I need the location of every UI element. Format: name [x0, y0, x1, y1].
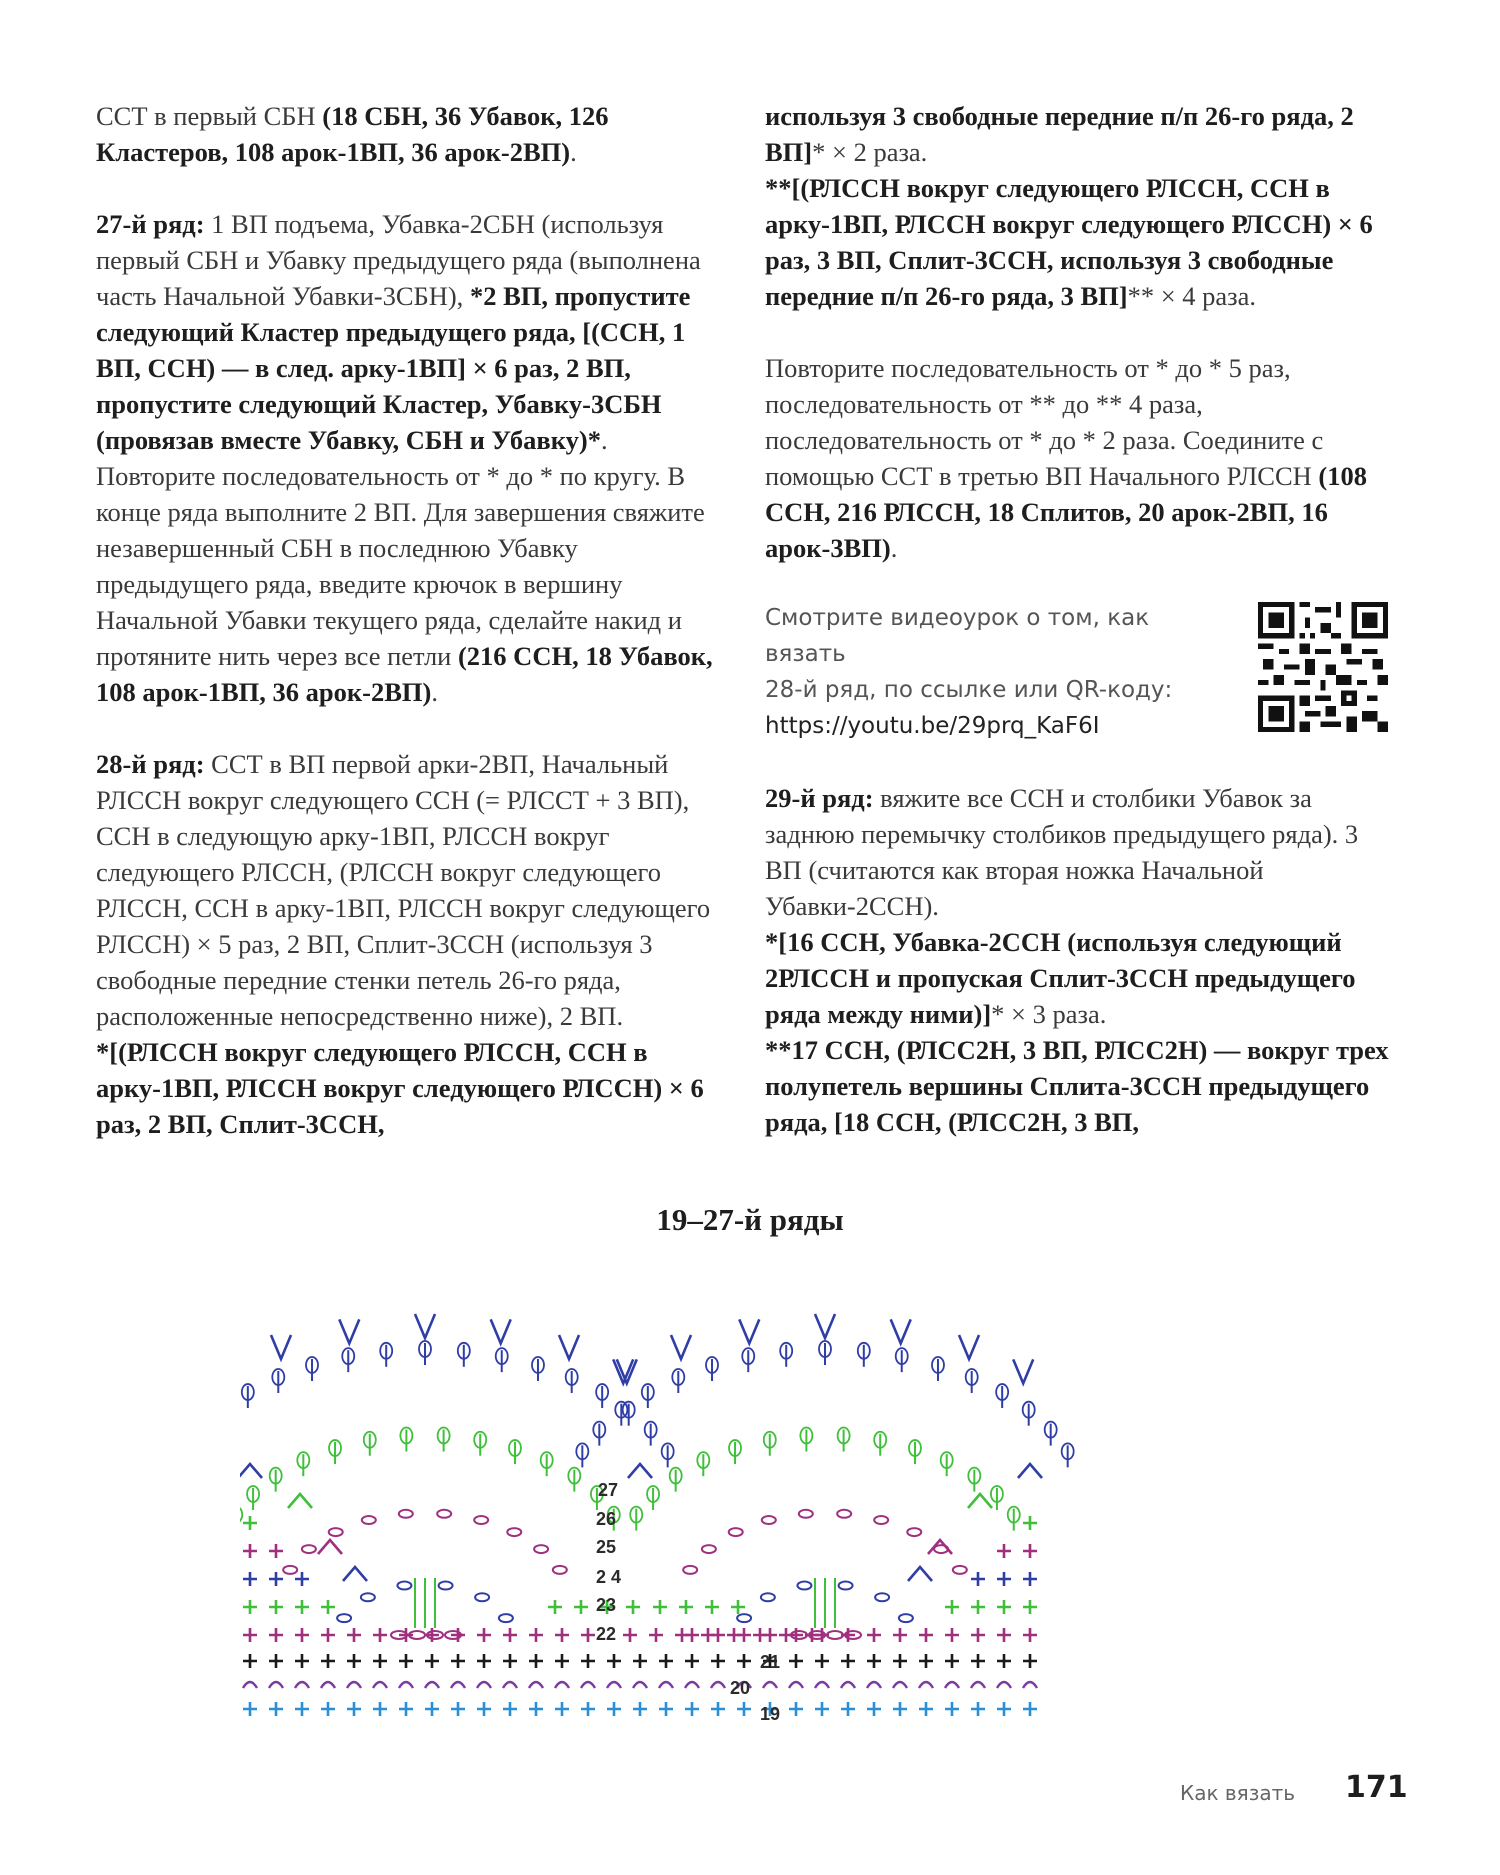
stitch-chain [329, 1528, 343, 1536]
stitch-chain [437, 1510, 451, 1518]
stitch-chain [553, 1566, 567, 1574]
stitch-sc [607, 1654, 621, 1668]
stitch-sc [649, 1628, 663, 1642]
stitch-chain [475, 1593, 489, 1601]
paragraph-row29: 29-й ряд: вяжите все ССН и столбики Убавок за заднюю перемычку столбиков предыдущего ряда). 3 ВП (считаются как вторая ножка Начальной Убавки-2ССН). *[16 ССН, Убавка-2ССН (используя следующий 2РЛССН и пропуская Сплит-3ССН предыдущего ряда между ними)]* × 3 раза. **17 ССН, (РЛСС2Н, 3 ВП, РЛСС2Н) — вокруг трех полупетель вершины Сплита-3ССН предыдущего ряда, [18 ССН, (РЛСС2Н, 3 ВП, [765, 783, 1389, 1137]
stitch-ch [789, 1682, 803, 1688]
left-column [96, 98, 721, 1142]
stitch-sc [867, 1702, 881, 1716]
stitch-sc [971, 1702, 985, 1716]
stitch-sc [321, 1654, 335, 1668]
stitch-v [271, 1335, 291, 1359]
stitch-sc [919, 1628, 933, 1642]
stitch-chain [439, 1582, 453, 1590]
stitch-sc [815, 1654, 829, 1668]
stitch-chain [737, 1614, 751, 1622]
footer-section-label: Как вязать [1180, 1781, 1296, 1805]
stitch-sc [971, 1654, 985, 1668]
stitch-sc [581, 1628, 595, 1642]
stitch-sc [477, 1654, 491, 1668]
stitch-chain [797, 1582, 811, 1590]
stitch-sc [971, 1600, 985, 1614]
stitch-sc [1023, 1572, 1037, 1586]
stitch-sc [997, 1628, 1011, 1642]
stitch-sc [997, 1544, 1011, 1558]
stitch-ch [893, 1682, 907, 1688]
stitch-sc [945, 1654, 959, 1668]
stitch-ch [867, 1682, 881, 1688]
stitch-chain [839, 1582, 853, 1590]
video-note: Смотрите видеоурок о том, как вязать 28-й ряд, по ссылке или QR-коду: https://youtu.be/29prq_KaF6I [765, 600, 1235, 744]
stitch-sc [815, 1702, 829, 1716]
stitch-sc [893, 1628, 907, 1642]
stitch-sc [477, 1702, 491, 1716]
stitch-sc [425, 1654, 439, 1668]
stitch-sc [295, 1600, 309, 1614]
row-label: 27 [598, 1480, 619, 1500]
stitch-chain [534, 1545, 548, 1553]
stitch-ch [347, 1682, 361, 1688]
stitch-sc [269, 1702, 283, 1716]
stitch-v [415, 1314, 435, 1338]
stitch-sc [503, 1654, 517, 1668]
stitch-sc [1023, 1544, 1037, 1558]
stitch-chain [361, 1593, 375, 1601]
stitch-dec [288, 1494, 312, 1508]
row-label: 26 [596, 1509, 617, 1529]
stitch-ch [919, 1682, 933, 1688]
paragraph-repeat: Повторите последовательность от * до * 5 раз, последовательность от ** до ** 4 раза, последовательность от * до * 2 раза. Соедините с помощью ССТ в третью ВП Начального РЛССН (108 ССН, 216 РЛССН, 18 Сплитов, 20 арок-2ВП, 16 арок-3ВП). [765, 353, 1367, 563]
stitch-sc [653, 1600, 667, 1614]
stitch-sc [1023, 1628, 1037, 1642]
stitch-sc [893, 1702, 907, 1716]
row-label: 23 [596, 1595, 617, 1615]
row-label: 21 [760, 1652, 781, 1672]
stitch-sc [321, 1600, 335, 1614]
stitch-sc [633, 1654, 647, 1668]
stitch-sc [705, 1600, 719, 1614]
stitch-ch [659, 1682, 673, 1688]
paragraph-row28-cont: используя 3 свободные передние п/п 26-го ряда, 2 ВП]* × 2 раза. **[(РЛССН вокруг следующего РЛССН, ССН в арку-1ВП, РЛССН вокруг следующего РЛССН) × 6 раз, 3 ВП, Сплит-3ССН, используя 3 свободные передние п/п 26-го ряда, 3 ВП]** × 4 раза. [765, 101, 1373, 311]
stitch-sc [243, 1654, 257, 1668]
paragraph-row28: 28-й ряд: ССТ в ВП первой арки-2ВП, Начальный РЛССН вокруг следующего ССН (= РЛССТ + 3 ВП), ССН в следующую арку-1ВП, РЛССН вокруг следующего РЛССН, (РЛССН вокруг следующего РЛССН, ССН в арку-1ВП, РЛССН вокруг следующего РЛССН) × 5 раз, 2 ВП, Сплит-3ССН (используя 3 свободные передние стенки петель 26-го ряда, расположенные непосредственно ниже), 2 ВП. *[(РЛССН вокруг следующего РЛССН, ССН в арку-1ВП, РЛССН вокруг следующего РЛССН) × 6 раз, 2 ВП, Сплит-3ССН, [96, 749, 711, 1139]
stitch-ch [399, 1682, 413, 1688]
stitch-v [1013, 1359, 1033, 1383]
stitch-sc [451, 1702, 465, 1716]
stitch-v [959, 1335, 979, 1359]
stitch-chain [702, 1545, 716, 1553]
stitch-sc [711, 1702, 725, 1716]
stitch-chain [953, 1566, 967, 1574]
stitch-sc [243, 1544, 257, 1558]
stitch-ch [581, 1682, 595, 1688]
stitch-sc [529, 1702, 543, 1716]
stitch-ch [997, 1682, 1011, 1688]
stitch-ch [633, 1682, 647, 1688]
stitch-sc [269, 1544, 283, 1558]
stitch-chain [827, 1631, 843, 1639]
stitch-sc [243, 1572, 257, 1586]
paragraph-row27: 27-й ряд: 1 ВП подъема, Убавка-2СБН (используя первый СБН и Убавку предыдущего ряда (выполнена часть Начальной Убавки-3СБН), *2 ВП, пропустите следующий Кластер предыдущего ряда, [(ССН, 1 ВП, ССН) — в след. арку-1ВП] × 6 раз, 2 ВП, пропустите следующий Кластер, Убавку-3СБН (провязав вместе Убавку, СБН и Убавку)*. Повторите последовательность от * до * по кругу. В конце ряда выполните 2 ВП. Для завершения свяжите незавершенный СБН в последнюю Убавку предыдущего ряда, введите крючок в вершину Начальной Убавки текущего ряда, сделайте накид и протяните нить через все петли (216 ССН, 18 Убавок, 108 арок-1ВП, 36 арок-2ВП). [96, 209, 713, 707]
stitch-sc [243, 1628, 257, 1642]
stitch-sc [373, 1654, 387, 1668]
stitch-sc [243, 1516, 257, 1530]
row-label: 20 [730, 1678, 751, 1698]
stitch-sc [789, 1654, 803, 1668]
stitch-chain [874, 1516, 888, 1524]
stitch-ch [529, 1682, 543, 1688]
row-label: 25 [596, 1537, 617, 1557]
right-column-lower [765, 780, 1400, 1140]
stitch-chain [799, 1510, 813, 1518]
stitch-ch [971, 1682, 985, 1688]
stitch-puff [240, 1507, 242, 1523]
row-label: 22 [596, 1624, 617, 1644]
paragraph-row26-end: ССТ в первый СБН (18 СБН, 36 Убавок, 126 Кластеров, 108 арок-1ВП, 36 арок-2ВП). [96, 101, 609, 167]
stitch-chain [761, 1593, 775, 1601]
stitch-sc [659, 1702, 673, 1716]
qr-code-icon[interactable] [1258, 602, 1388, 732]
stitch-ch [243, 1682, 257, 1688]
stitch-ch [685, 1682, 699, 1688]
stitch-sc [945, 1628, 959, 1642]
stitch-v [891, 1319, 911, 1343]
stitch-sc [997, 1572, 1011, 1586]
stitch-sc [555, 1702, 569, 1716]
stitch-v [617, 1359, 637, 1383]
stitch-sc [626, 1600, 640, 1614]
page-number: 171 [1345, 1770, 1408, 1805]
stitch-sc [425, 1702, 439, 1716]
stitch-sc [581, 1702, 595, 1716]
stitch-sc [737, 1654, 751, 1668]
row-label: 19 [760, 1704, 781, 1724]
row-label: 2 4 [596, 1567, 622, 1587]
stitch-ch [477, 1682, 491, 1688]
stitch-dec [628, 1464, 652, 1478]
stitch-sc [919, 1654, 933, 1668]
stitch-ch [321, 1682, 335, 1688]
stitch-dec [343, 1567, 367, 1581]
stitch-sc [971, 1628, 985, 1642]
stitch-chain [499, 1614, 513, 1622]
stitch-sc [679, 1600, 693, 1614]
stitch-sc [1023, 1516, 1037, 1530]
stitch-sc [295, 1628, 309, 1642]
stitch-sc [607, 1702, 621, 1716]
stitch-sc [295, 1654, 309, 1668]
stitch-ch [1023, 1682, 1037, 1688]
stitch-sc [685, 1654, 699, 1668]
stitch-sc [1023, 1600, 1037, 1614]
stitch-ch [425, 1682, 439, 1688]
stitch-chain [762, 1516, 776, 1524]
stitch-v [671, 1335, 691, 1359]
stitch-v [739, 1319, 759, 1343]
stitch-sc [477, 1628, 491, 1642]
stitch-sc [295, 1572, 309, 1586]
video-link[interactable]: https://youtu.be/29prq_KaF6I [765, 713, 1100, 739]
crochet-diagram [240, 1268, 1240, 1738]
stitch-sc [503, 1702, 517, 1716]
stitch-sc [675, 1628, 689, 1642]
stitch-sc [841, 1702, 855, 1716]
stitch-sc [243, 1600, 257, 1614]
stitch-sc [867, 1628, 881, 1642]
stitch-chain [683, 1566, 697, 1574]
stitch-sc [685, 1702, 699, 1716]
stitch-chain [474, 1516, 488, 1524]
stitch-sc [347, 1702, 361, 1716]
stitch-sc [529, 1654, 543, 1668]
stitch-sc [373, 1628, 387, 1642]
stitch-chain [729, 1528, 743, 1536]
stitch-chain [875, 1593, 889, 1601]
stitch-sc [919, 1702, 933, 1716]
stitch-chain [283, 1566, 297, 1574]
stitch-sc [997, 1654, 1011, 1668]
stitch-sc [399, 1702, 413, 1716]
row28-label: 28-й ряд: [96, 749, 205, 779]
stitch-sc [347, 1654, 361, 1668]
stitch-chain [507, 1528, 521, 1536]
stitch-sc [893, 1654, 907, 1668]
chart-title: 19–27-й ряды [656, 1202, 844, 1237]
stitch-chain [907, 1528, 921, 1536]
stitch-sc [295, 1702, 309, 1716]
stitch-sc [701, 1628, 715, 1642]
stitch-sc [269, 1654, 283, 1668]
stitch-sc [711, 1654, 725, 1668]
stitch-chain [397, 1582, 411, 1590]
stitch-sc [633, 1702, 647, 1716]
stitch-ch [945, 1682, 959, 1688]
stitch-sc [503, 1628, 517, 1642]
row27-label: 27-й ряд: [96, 209, 205, 239]
stitch-sc [321, 1702, 335, 1716]
stitch-sc [1023, 1702, 1037, 1716]
stitch-ch [607, 1682, 621, 1688]
stitch-sc [548, 1600, 562, 1614]
stitch-sc [581, 1654, 595, 1668]
row29-label: 29-й ряд: [765, 783, 874, 813]
stitch-sc [731, 1600, 745, 1614]
stitch-sc [321, 1628, 335, 1642]
stitch-chain [899, 1614, 913, 1622]
stitch-sc [1023, 1654, 1037, 1668]
stitch-sc [945, 1702, 959, 1716]
stitch-chain [302, 1545, 316, 1553]
stitch-dec [318, 1540, 342, 1554]
stitch-sc [269, 1572, 283, 1586]
stitch-ch [841, 1682, 855, 1688]
stitch-chain [362, 1516, 376, 1524]
stitch-ch [763, 1682, 777, 1688]
stitch-ch [555, 1682, 569, 1688]
stitch-chain [337, 1614, 351, 1622]
stitch-sc [789, 1702, 803, 1716]
stitch-sc [997, 1702, 1011, 1716]
stitch-chain [837, 1510, 851, 1518]
stitch-sc [574, 1600, 588, 1614]
stitch-dec [1018, 1464, 1042, 1478]
stitch-sc [659, 1654, 673, 1668]
stitch-sc [399, 1654, 413, 1668]
right-column [765, 98, 1400, 602]
stitch-ch [711, 1682, 725, 1688]
stitch-v [613, 1359, 633, 1383]
stitch-v [815, 1314, 835, 1338]
stitch-dec [968, 1494, 992, 1508]
stitch-ch [295, 1682, 309, 1688]
stitch-sc [997, 1600, 1011, 1614]
stitch-sc [555, 1628, 569, 1642]
stitch-sc [623, 1628, 637, 1642]
stitch-ch [503, 1682, 517, 1688]
stitch-sc [451, 1654, 465, 1668]
stitch-sc [373, 1702, 387, 1716]
stitch-ch [269, 1682, 283, 1688]
stitch-dec [908, 1567, 932, 1581]
stitch-sc [737, 1702, 751, 1716]
stitch-ch [815, 1682, 829, 1688]
stitch-v [491, 1319, 511, 1343]
stitch-sc [841, 1654, 855, 1668]
stitch-v [339, 1319, 359, 1343]
stitch-sc [753, 1628, 767, 1642]
stitch-ch [451, 1682, 465, 1688]
stitch-sc [971, 1572, 985, 1586]
stitch-ch [373, 1682, 387, 1688]
stitch-sc [945, 1600, 959, 1614]
stitch-sc [555, 1654, 569, 1668]
stitch-dec [240, 1464, 262, 1478]
stitch-sc [269, 1628, 283, 1642]
stitch-sc [727, 1628, 741, 1642]
stitch-sc [529, 1628, 543, 1642]
stitch-sc [867, 1654, 881, 1668]
stitch-v [559, 1335, 579, 1359]
stitch-chain [399, 1510, 413, 1518]
stitch-sc [347, 1628, 361, 1642]
stitch-sc [243, 1702, 257, 1716]
stitch-sc [269, 1600, 283, 1614]
